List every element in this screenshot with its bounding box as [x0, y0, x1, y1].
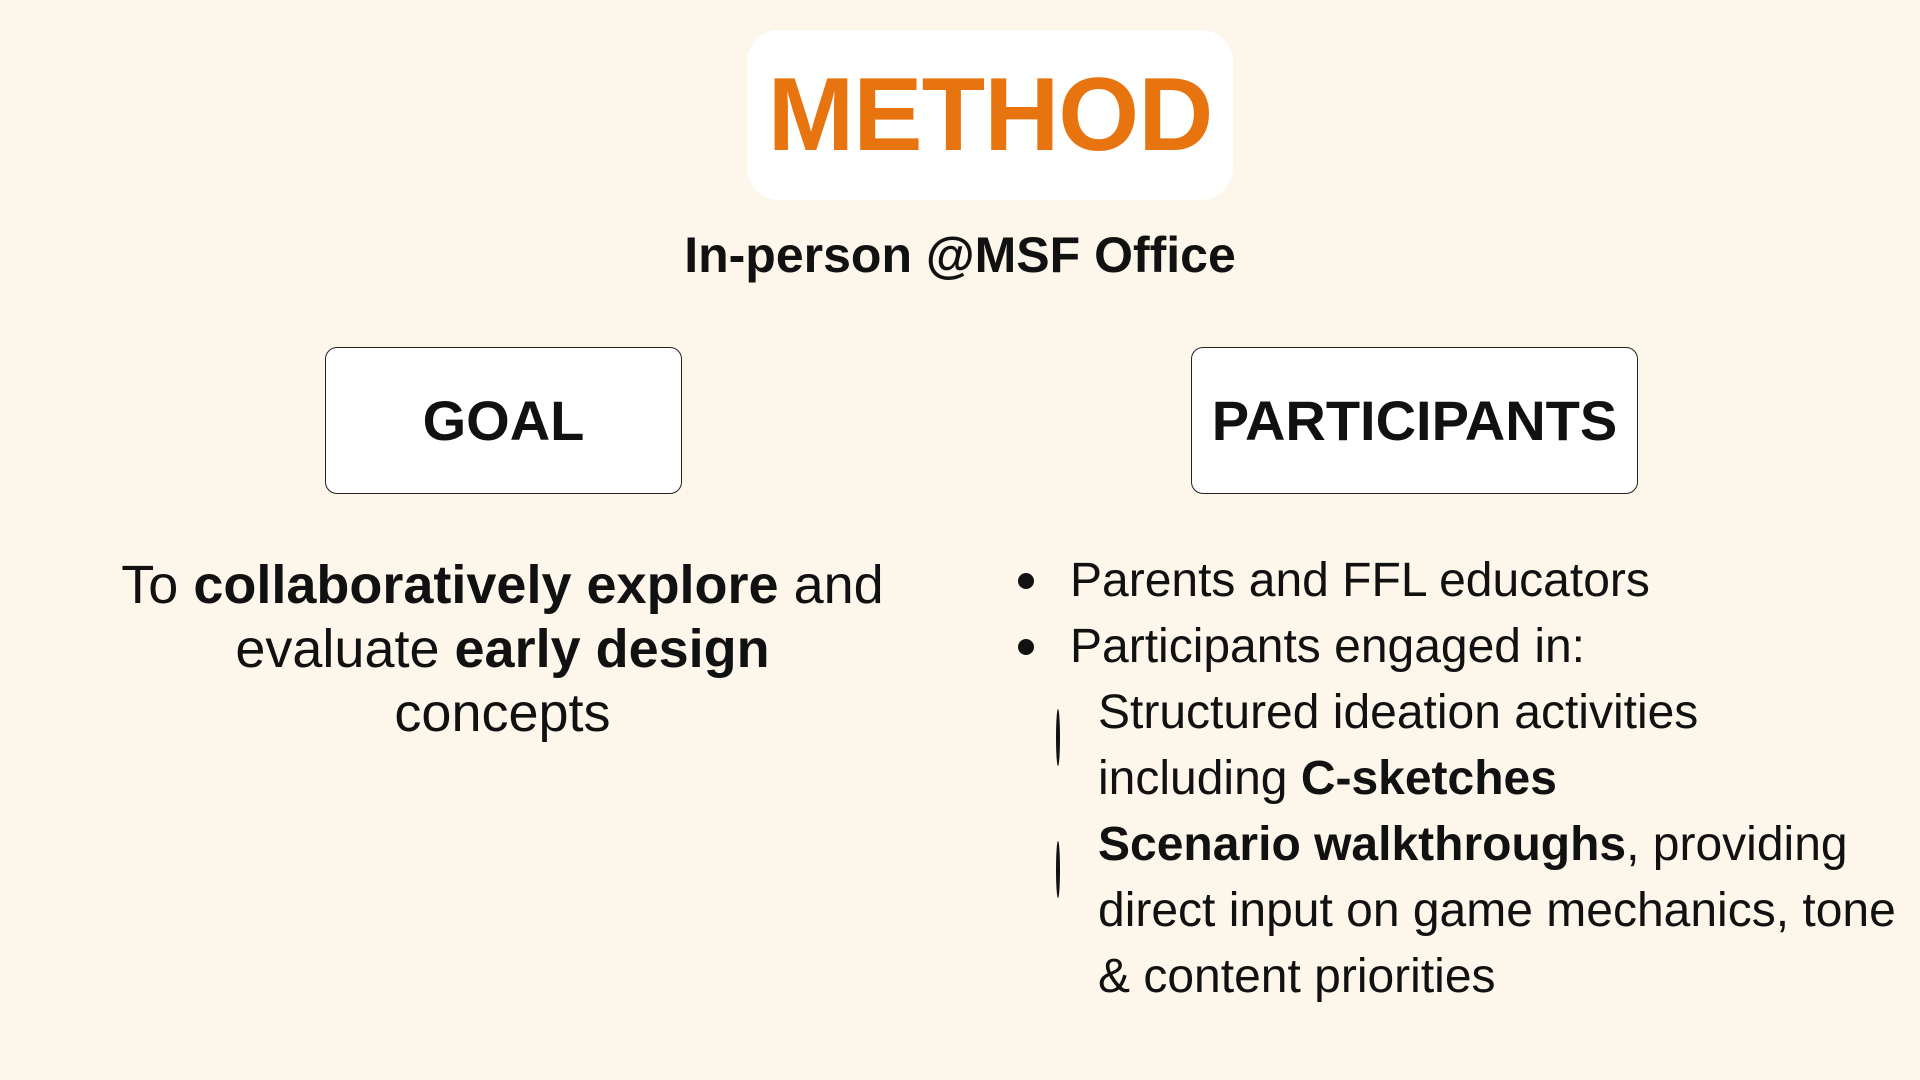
sub-item-bold: Scenario walkthroughs — [1098, 818, 1627, 871]
list-item-text: Parents and FFL educators — [1070, 554, 1650, 607]
bullet-circle-icon — [1056, 680, 1098, 771]
bullet-dot-icon — [1018, 548, 1070, 589]
goal-text-bold2: early design — [454, 619, 770, 679]
list-item-text: Participants engaged in: — [1070, 620, 1586, 673]
goal-description — [120, 553, 885, 745]
page-title: METHOD — [767, 57, 1213, 173]
list-item — [1018, 548, 1898, 614]
sub-list-item-text — [1098, 680, 1898, 812]
goal-text-part3: concepts — [394, 683, 611, 743]
sub-item-bold: C-sketches — [1300, 752, 1557, 805]
goal-text-part2: and evaluate — [235, 555, 884, 679]
goal-text-bold1: collaboratively explore — [193, 555, 779, 615]
participants-heading: PARTICIPANTS — [1211, 389, 1618, 452]
sub-list-item — [1056, 680, 1898, 812]
sub-item-suffix: , providing direct input on game mechanics, tone & content priorities — [1098, 818, 1896, 1003]
goal-heading-box — [325, 347, 682, 494]
sub-item-prefix: Structured ideation activities including — [1098, 686, 1699, 805]
participants-heading-box — [1191, 347, 1638, 494]
sub-list-item-text — [1098, 812, 1898, 1010]
sub-list-item — [1056, 812, 1898, 1010]
participants-list — [1018, 548, 1898, 1010]
title-card — [747, 30, 1233, 200]
goal-text-part1: To — [121, 555, 194, 615]
goal-heading: GOAL — [422, 389, 585, 452]
bullet-circle-icon — [1056, 812, 1098, 903]
bullet-dot-icon — [1018, 614, 1070, 655]
list-item — [1018, 614, 1898, 680]
subtitle: In-person @MSF Office — [684, 227, 1236, 283]
